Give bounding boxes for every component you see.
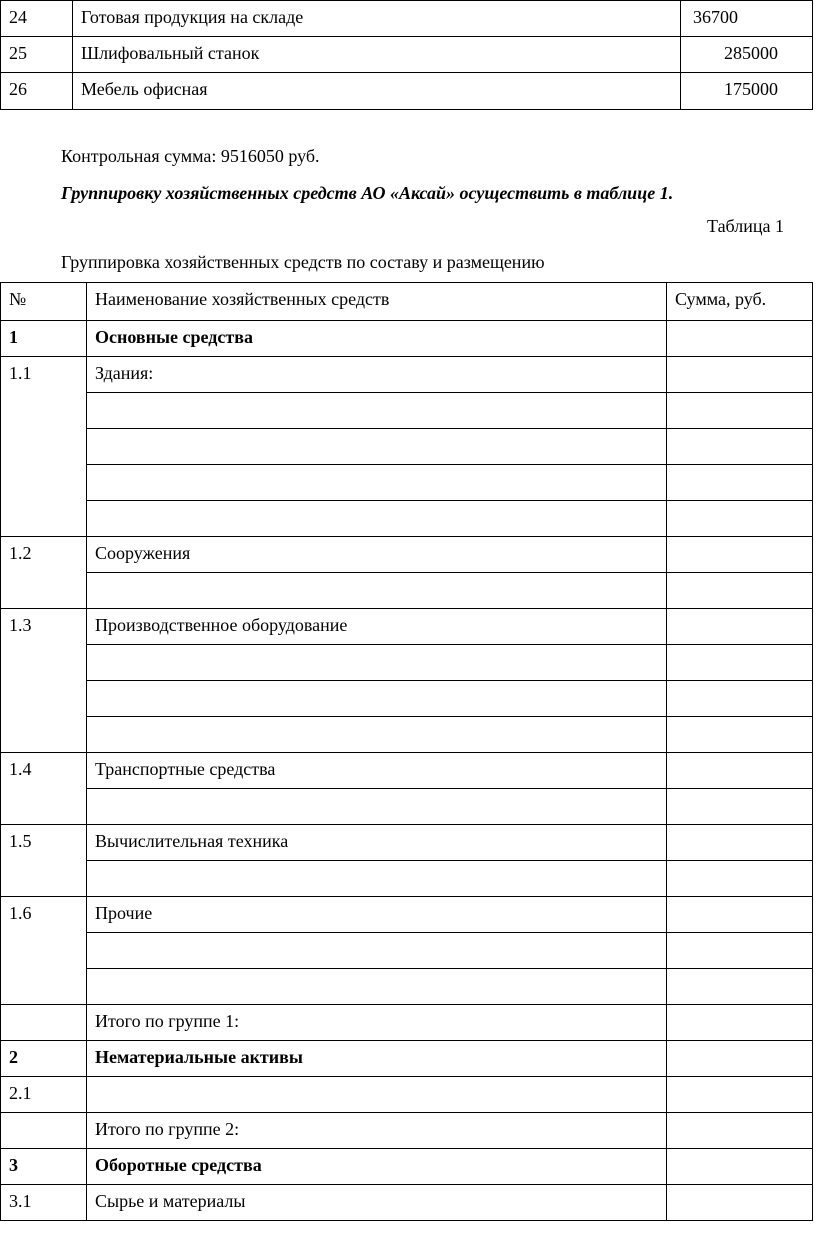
sum-cell	[667, 969, 813, 1005]
instruction-text: Группировку хозяйственных средств АО «Аксай» осуществить в таблице 1.	[61, 183, 674, 203]
sum-cell	[667, 1113, 813, 1149]
grouping-table	[0, 282, 813, 1221]
sum-cell	[667, 933, 813, 969]
row-number: 1.4	[1, 753, 87, 789]
sum-cell	[667, 1149, 813, 1185]
sum-cell	[667, 1077, 813, 1113]
number-cell	[1, 933, 87, 969]
table-row	[1, 429, 813, 465]
number-cell	[1, 789, 87, 825]
sum-cell	[667, 1041, 813, 1077]
name-cell	[87, 501, 667, 537]
table-row	[1, 681, 813, 717]
group-row	[1, 321, 813, 357]
item-amount: 285000	[681, 37, 813, 73]
name-cell	[87, 933, 667, 969]
table-row	[1, 1185, 813, 1221]
table-row	[1, 501, 813, 537]
table-row	[1, 1, 813, 37]
control-sum: Контрольная сумма: 9516050 руб.	[61, 146, 320, 166]
row-number: 1.5	[1, 825, 87, 861]
table-row	[1, 393, 813, 429]
row-name: Прочие	[87, 897, 667, 933]
name-cell	[87, 1077, 667, 1113]
sum-cell	[667, 825, 813, 861]
name-cell	[87, 465, 667, 501]
inventory-table	[0, 0, 813, 110]
sum-cell	[667, 681, 813, 717]
row-number: 1.1	[1, 357, 87, 393]
header-sum: Сумма, руб.	[667, 283, 813, 321]
group-name: Основные средства	[87, 321, 667, 357]
name-cell	[87, 789, 667, 825]
table-row	[1, 933, 813, 969]
sum-cell	[667, 789, 813, 825]
name-cell	[87, 969, 667, 1005]
row-number: 1.2	[1, 537, 87, 573]
row-number: 24	[1, 1, 73, 37]
table-row	[1, 969, 813, 1005]
sum-cell	[667, 645, 813, 681]
table-row	[1, 73, 813, 110]
row-name: Производственное оборудование	[87, 609, 667, 645]
sum-cell	[667, 465, 813, 501]
total-row	[1, 1005, 813, 1041]
table-row	[1, 357, 813, 393]
item-name: Шлифовальный станок	[73, 37, 681, 73]
group-number: 2	[1, 1041, 87, 1077]
sum-cell	[667, 609, 813, 645]
table-row	[1, 1077, 813, 1113]
sum-cell	[667, 537, 813, 573]
table-caption: Группировка хозяйственных средств по составу и размещению	[61, 252, 545, 272]
name-cell	[87, 717, 667, 753]
row-number: 1.6	[1, 897, 87, 933]
sum-cell	[667, 429, 813, 465]
number-cell	[1, 1005, 87, 1041]
row-name: Сырье и материалы	[87, 1185, 667, 1221]
number-cell	[1, 969, 87, 1005]
header-number: №	[1, 283, 87, 321]
table-row	[1, 753, 813, 789]
sum-cell	[667, 861, 813, 897]
name-cell	[87, 645, 667, 681]
sum-cell	[667, 1185, 813, 1221]
number-cell	[1, 501, 87, 537]
group-name: Нематериальные активы	[87, 1041, 667, 1077]
sum-cell	[667, 321, 813, 357]
group-number: 3	[1, 1149, 87, 1185]
row-number: 25	[1, 37, 73, 73]
table-row	[1, 825, 813, 861]
number-cell	[1, 393, 87, 429]
number-cell	[1, 465, 87, 501]
row-name: Вычислительная техника	[87, 825, 667, 861]
row-number: 2.1	[1, 1077, 87, 1113]
row-name: Сооружения	[87, 537, 667, 573]
item-name: Готовая продукция на складе	[73, 1, 681, 37]
item-amount: 36700	[681, 1, 813, 37]
sum-cell	[667, 357, 813, 393]
table-row	[1, 789, 813, 825]
row-number: 26	[1, 73, 73, 110]
number-cell	[1, 681, 87, 717]
header-row	[1, 283, 813, 321]
total-label: Итого по группе 2:	[87, 1113, 667, 1149]
sum-cell	[667, 1005, 813, 1041]
name-cell	[87, 429, 667, 465]
number-cell	[1, 717, 87, 753]
group-row	[1, 1149, 813, 1185]
table-row	[1, 37, 813, 73]
name-cell	[87, 861, 667, 897]
total-label: Итого по группе 1:	[87, 1005, 667, 1041]
sum-cell	[667, 393, 813, 429]
sum-cell	[667, 753, 813, 789]
group-number: 1	[1, 321, 87, 357]
header-name: Наименование хозяйственных средств	[87, 283, 667, 321]
table-row	[1, 717, 813, 753]
table-row	[1, 645, 813, 681]
row-number: 1.3	[1, 609, 87, 645]
total-row	[1, 1113, 813, 1149]
name-cell	[87, 393, 667, 429]
name-cell	[87, 681, 667, 717]
sum-cell	[667, 573, 813, 609]
number-cell	[1, 573, 87, 609]
group-row	[1, 1041, 813, 1077]
row-number: 3.1	[1, 1185, 87, 1221]
name-cell	[87, 573, 667, 609]
table-row	[1, 861, 813, 897]
item-name: Мебель офисная	[73, 73, 681, 110]
number-cell	[1, 645, 87, 681]
sum-cell	[667, 897, 813, 933]
sum-cell	[667, 501, 813, 537]
table-row	[1, 897, 813, 933]
item-amount: 175000	[681, 73, 813, 110]
row-name: Транспортные средства	[87, 753, 667, 789]
group-name: Оборотные средства	[87, 1149, 667, 1185]
number-cell	[1, 429, 87, 465]
table-row	[1, 609, 813, 645]
row-name: Здания:	[87, 357, 667, 393]
table-row	[1, 537, 813, 573]
number-cell	[1, 861, 87, 897]
table-row	[1, 573, 813, 609]
table-row	[1, 465, 813, 501]
table-number: Таблица 1	[707, 216, 784, 236]
number-cell	[1, 1113, 87, 1149]
sum-cell	[667, 717, 813, 753]
